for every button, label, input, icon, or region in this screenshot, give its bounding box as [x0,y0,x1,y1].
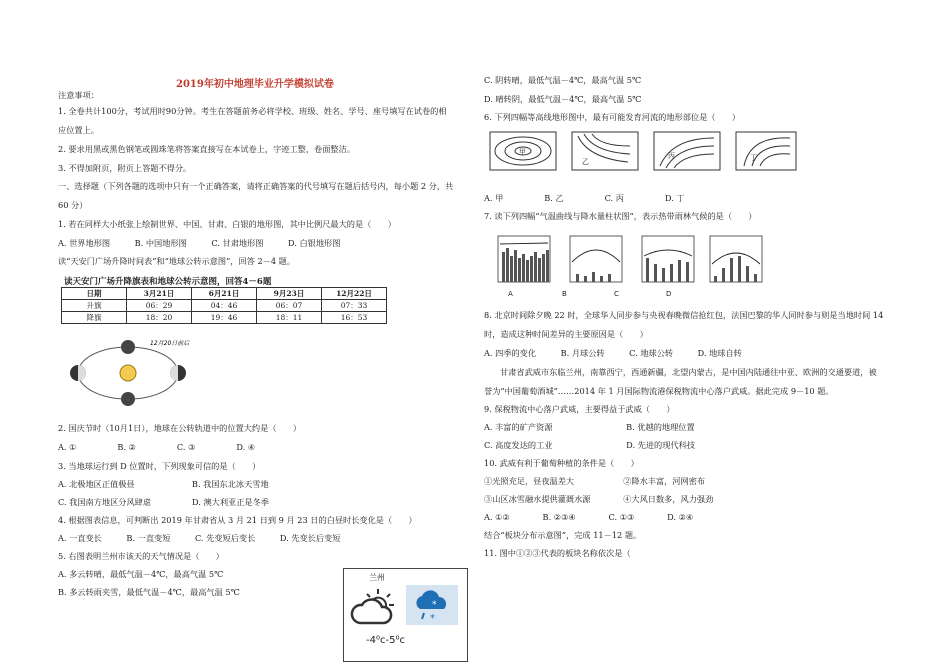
table-cell: 18：20 [127,312,192,324]
contour-label-bing: 丙 [668,152,675,160]
table-row [62,300,387,312]
table-cell: 07：33 [322,300,387,312]
question-10-items-12: ①光照充足，昼夜温差大 ②降水丰富，河网密布 [484,476,706,486]
table-cell: 6月21日 [192,288,257,300]
notice-2: 2. 要求用黑或黑色钢笔或圆珠笔将答案直接写在本试卷上，字迹工整，卷面整洁。 [58,144,355,154]
svg-text:*: * [430,613,435,624]
sleet-icon [406,585,458,625]
figure-caption: 读天安门广场升降旗表和地球公转示意图，回答4－6题 [64,277,272,287]
passage-line-2: 誉为“中国葡萄酒城”……2014 年 1 月国际物流港保税物流中心落户武威。据此完成 9－10 题。 [484,386,834,396]
weather-figure [343,568,468,662]
table-cell: 06：07 [257,300,322,312]
question-8-cont: 时，造成这种时间差异的主要原因是（ ） [484,329,648,339]
reading-prompt-2: 结合“板块分布示意图”，完成 11－12 题。 [484,530,642,540]
section-1: 一、选择题（下列各题的选项中只有一个正确答案，请将正确答案的代号填写在题后括号内，每小题 2 分，共 [58,181,454,191]
climate-charts [496,228,776,300]
notice-1-cont: 应位置上。 [58,125,99,135]
question-9: 9. 保税物流中心落户武威，主要得益于武威（ ） [484,404,675,414]
weather-temperature: -4⁰c-5⁰c [366,635,405,646]
table-cell: 18：11 [257,312,322,324]
table-cell: 9月23日 [257,288,322,300]
table-cell: 06：29 [127,300,192,312]
table-cell: 19：46 [192,312,257,324]
question-1: 1. 若在同样大小纸张上绘制世界、中国、甘肃、白银的地形图，其中比例尺最大的是（ ） [58,219,396,229]
climate-label-d: D [666,290,672,298]
table-cell: 16：53 [322,312,387,324]
flag-time-table [61,287,387,324]
question-8-options: A. 四季的变化 B. 月球公转 C. 地球公转 D. 地球自转 [484,348,742,358]
notice-heading: 注意事项： [58,90,99,100]
svg-text:*: * [432,600,437,610]
sleet-icon-box [406,585,458,625]
question-5-option-b: B. 多云转雨夹雪，最低气温－4℃，最高气温 5℃ [58,587,240,597]
contour-maps [488,128,798,178]
contour-label-jia: 甲 [519,148,526,156]
question-10: 10. 武威有利于葡萄种植的条件是（ ） [484,458,639,468]
table-cell: 降旗 [62,312,127,324]
question-6-options: A. 甲 B. 乙 C. 丙 D. 丁 [484,193,685,203]
question-10-items-34: ③山区冰雪融水提供灌溉水源 ④大风日数多，风力强劲 [484,494,714,504]
contour-label-yi: 乙 [582,158,589,166]
question-10-options: A. ①② B. ②③④ C. ①③ D. ②④ [484,512,694,522]
question-9-option-cd: C. 高度发达的工业 D. 先进的现代科技 [484,440,695,450]
climate-label-a: A [508,290,513,298]
question-2: 2. 国庆节时（10月1日），地球在公转轨道中的位置大约是（ ） [58,423,302,433]
question-3-option-cd: C. 我国南方地区分风肆虐 D. 澳大利亚正是冬季 [58,497,269,507]
table-row [62,288,387,300]
question-5-option-d: D. 晴转阴，最低气温－4℃，最高气温 5℃ [484,94,642,104]
notice-1: 1. 全卷共计100分，考试用时90分钟。考生在答题前务必将学校、班级、姓名、学号、座号填写在试卷的相 [58,106,447,116]
question-5: 5. 右图表明兰州市该天的天气情况是（ ） [58,551,224,561]
question-3: 3. 当地球运行到 D 位置时，下列现象可信的是（ ） [58,461,261,471]
climate-label-b: B [562,290,567,298]
question-4: 4. 根据图表信息，可判断出 2019 年甘肃省从 3 月 21 日到 9 月 23 日的白昼时长变化是（ ） [58,515,417,525]
question-8: 8. 北京时间除夕晚 22 时，全球华人同步参与央视春晚微信抢红包，法国巴黎的华人同时参与则是当地时间 14 [484,310,884,320]
table-cell: 日期 [62,288,127,300]
orbit-date-label: 12月20日前后 [150,340,190,347]
question-3-option-ab: A. 北极地区正值极昼 B. 我国东北冰天雪地 [58,479,269,489]
table-cell: 12月22日 [322,288,387,300]
question-1-options: A. 世界地形图 B. 中国地形图 C. 甘肃地形图 D. 白银地形图 [58,238,341,248]
passage-line-1: 甘肃省武威市东临兰州，南靠西宁，西通新疆，北望内蒙古，是中国内陆通往中亚、欧洲的交通要道，被 [500,367,877,377]
question-9-option-ab: A. 丰富的矿产资源 B. 优越的地理位置 [484,422,695,432]
earth-orbit-diagram [68,333,218,413]
question-5-option-c: C. 阴转晴，最低气温－4℃，最高气温 5℃ [484,75,642,85]
exam-title: 2019年初中地理毕业升学模拟试卷 [176,79,334,90]
table-row [62,312,387,324]
question-11: 11. 图中①②③代表的板块名称依次是（ [484,548,631,558]
notice-3: 3. 不得加附页，附页上答题不得分。 [58,163,192,173]
table-cell: 升旗 [62,300,127,312]
reading-prompt-1: 读“天安门广场升降时间表”和“地球公转示意图”，回答 2－4 题。 [58,256,296,266]
question-4-options: A. 一直变长 B. 一直变短 C. 先变短后变长 D. 先变长后变短 [58,533,341,543]
table-cell: 04：46 [192,300,257,312]
question-6: 6. 下列四幅等高线地形图中，最有可能发育河流的地形部位是（ ） [484,112,741,122]
partly-cloudy-icon [350,585,400,627]
question-2-options: A. ① B. ② C. ③ D. ④ [58,442,256,452]
question-7: 7. 读下列四幅“气温曲线与降水量柱状图”，表示热带雨林气候的是（ ） [484,211,757,221]
climate-label-c: C [614,290,619,298]
weather-city: 兰州 [369,573,385,582]
question-5-option-a: A. 多云转晴，最低气温－4℃，最高气温 5℃ [58,569,224,579]
contour-label-ding: 丁 [750,154,757,162]
section-1-cont: 60 分） [58,200,88,210]
table-cell: 3月21日 [127,288,192,300]
